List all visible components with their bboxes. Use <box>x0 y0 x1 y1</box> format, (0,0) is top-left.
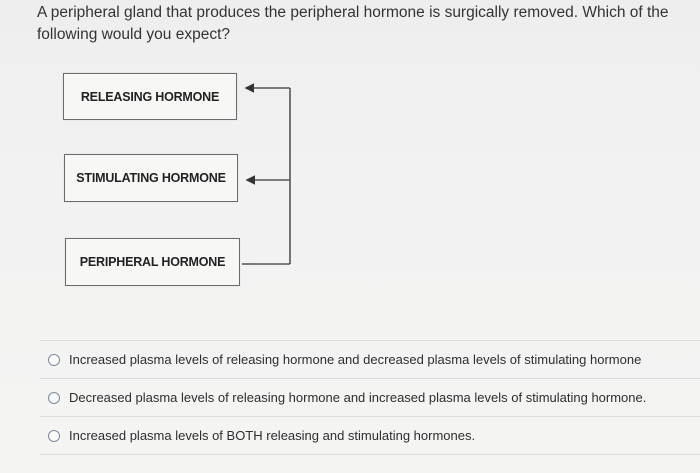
answer-option-label: Increased plasma levels of releasing hormone and decreased plasma levels of stimulating hormone <box>69 352 642 367</box>
answer-options <box>40 340 700 455</box>
peripheral-hormone-label: PERIPHERAL HORMONE <box>79 255 226 269</box>
answer-option-3[interactable] <box>40 416 700 455</box>
radio-button[interactable] <box>48 354 60 366</box>
radio-button[interactable] <box>48 430 60 442</box>
answer-option-label: Decreased plasma levels of releasing hormone and increased plasma levels of stimulating hormone. <box>69 390 647 405</box>
question-text: A peripheral gland that produces the peripheral hormone is surgically removed. Which of the following would you expect? <box>37 4 669 43</box>
peripheral-hormone-box <box>65 238 240 286</box>
stimulating-hormone-label: STIMULATING HORMONE <box>76 171 226 185</box>
stimulating-hormone-box <box>64 154 238 202</box>
releasing-hormone-label: RELEASING HORMONE <box>80 89 220 104</box>
answer-option-1[interactable] <box>40 340 700 378</box>
radio-button[interactable] <box>48 392 60 404</box>
answer-option-label: Increased plasma levels of BOTH releasing and stimulating hormones. <box>69 428 476 443</box>
releasing-hormone-box <box>63 73 237 120</box>
answer-option-2[interactable] <box>40 378 700 416</box>
